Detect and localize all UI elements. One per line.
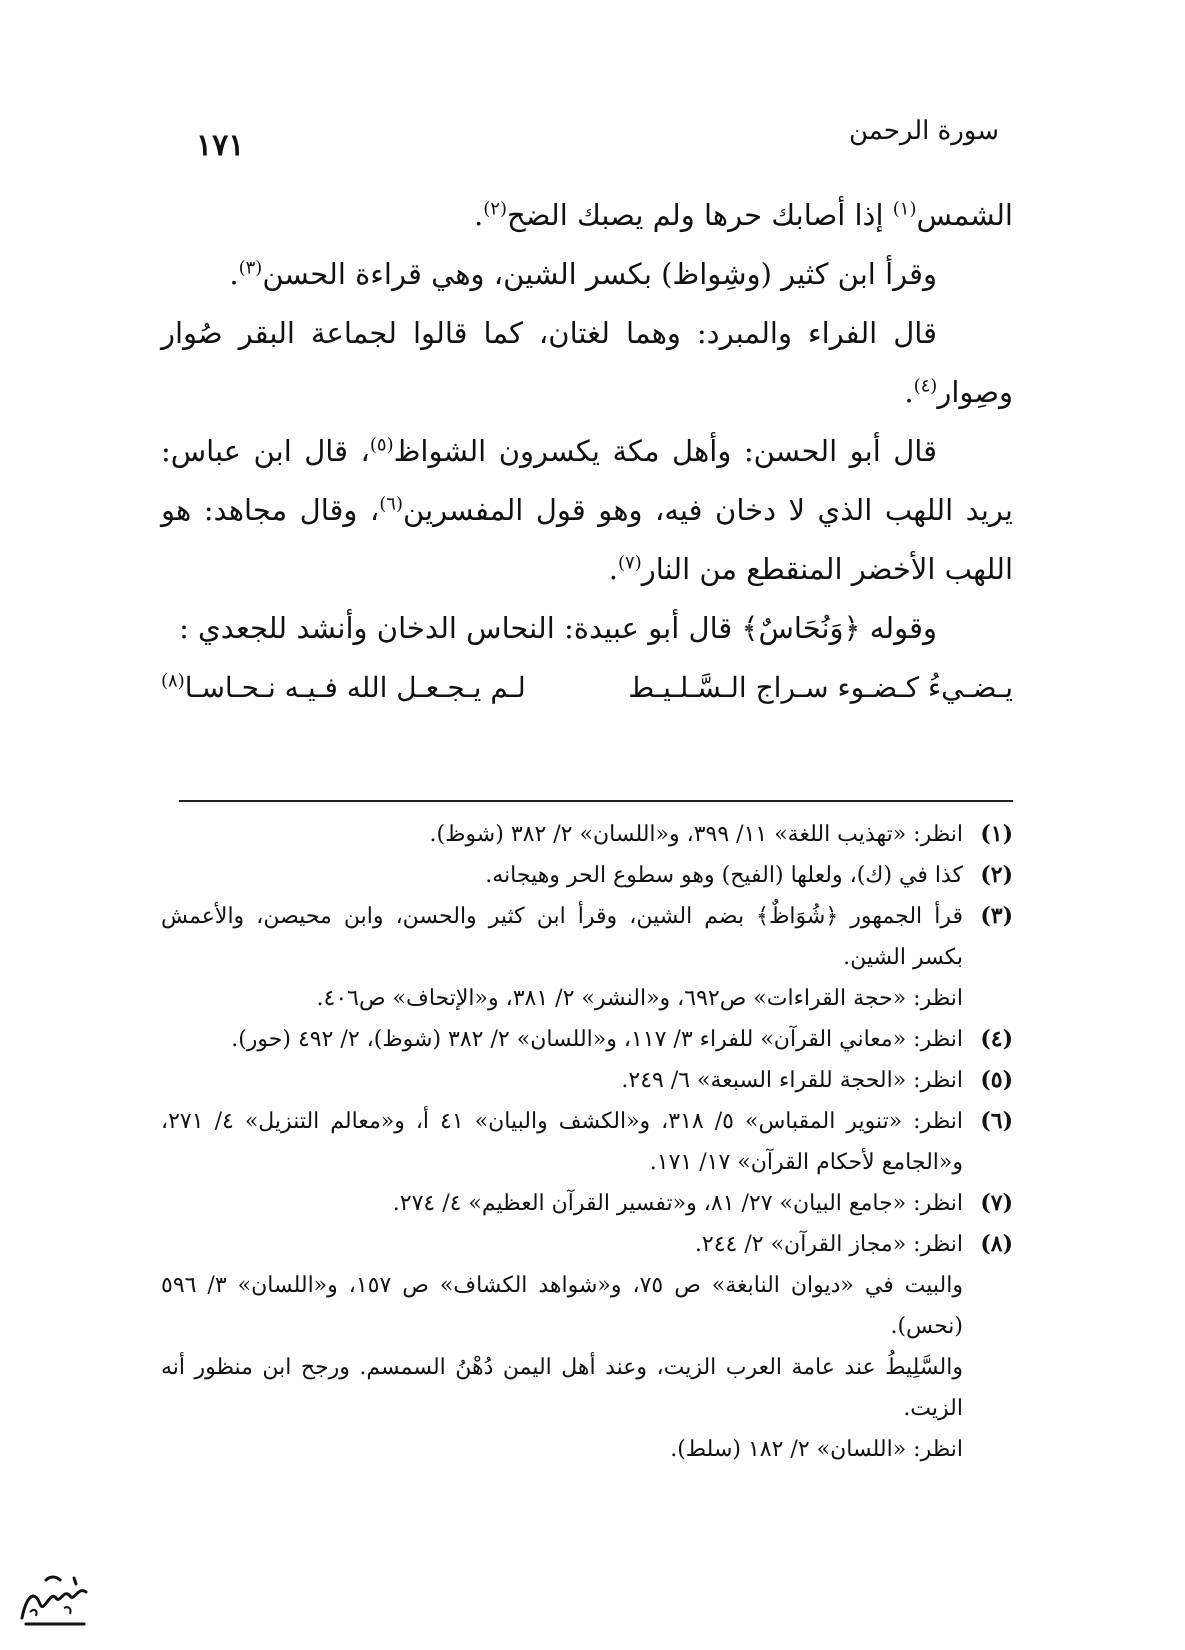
footnote-number: (٦) [980, 1108, 1013, 1134]
paragraph-4: قال أبو الحسن: وأهل مكة يكسرون الشواظ$^{(٥)}$، قال ابن عباس: يريد اللهب الذي لا دخان فيه، وهو قول المفسرين$^{(٦)}$، وقال مجاهد: هو اللهب الأخضر المنقطع من النار$^{(٧)}$. [161, 434, 1014, 586]
footnote-text: انظر: «معاني القرآن» للفراء ٣/ ١١٧، و«اللسان» ٢/ ٣٨٢ (شوظ)، ٢/ ٤٩٢ (حور). [231, 1027, 963, 1052]
footnote-8-continuation: والبيت في «ديوان النابغة» ص ٧٥، و«شواهد الكشاف» ص ١٥٧، و«اللسان» ٣/ ٥٩٦ (نحس). [161, 1273, 963, 1339]
footnote-8-continuation: والسَّلِيطُ عند عامة العرب الزيت، وعند أهل اليمن دُهْنُ السمسم. ورجح ابن منظور أنه الزيت. [161, 1355, 963, 1421]
footnote-7 [161, 1183, 1013, 1224]
verse-second-hemistich: لـم يـجـعـل الله فـيـه نـحـاسـا$^{(٨)}$ [161, 670, 526, 704]
footnote-ref[interactable]: (٧) [617, 552, 642, 574]
footnote-8 [161, 1224, 1013, 1265]
footnote-ref[interactable]: (١) [892, 198, 917, 220]
footnote-divider [179, 800, 1013, 802]
footnote-number: (٥) [980, 1067, 1013, 1093]
main-text [161, 186, 1013, 717]
paragraph-3: قال الفراء والمبرد: وهما لغتان، كما قالوا لجماعة البقر صُوار وصِوار$^{(٤)}$. [161, 316, 1013, 409]
footnote-ref[interactable]: (٢) [483, 198, 507, 220]
footnote-ref[interactable]: (٦) [379, 493, 403, 515]
footnote-text: قرأ الجمهور ﴿شُوَاظٌ﴾ بضم الشين، وقرأ ابن كثير والحسن، وابن محيصن، والأعمش بكسر الشين. [161, 904, 963, 970]
footnote-8-continuation: انظر: «اللسان» ٢/ ١٨٢ (سلط). [670, 1437, 963, 1462]
footnote-ref[interactable]: (٤) [913, 375, 938, 397]
footnote-text: انظر: «تنوير المقباس» ٥/ ٣١٨، و«الكشف والبيان» ٤١ أ، و«معالم التنزيل» ٤/ ٢٧١، و«الجامع لأحكام القرآن» ١٧/ ١٧١. [161, 1109, 963, 1175]
footnote-2 [161, 855, 1013, 896]
footnote-ref[interactable]: (٨) [161, 670, 185, 692]
footnote-text: انظر: «جامع البيان» ٢٧/ ٨١، و«تفسير القرآن العظيم» ٤/ ٢٧٤. [392, 1191, 963, 1216]
footnote-text: انظر: «تهذيب اللغة» ١١/ ٣٩٩، و«اللسان» ٢/ ٣٨٢ (شوظ). [429, 822, 963, 847]
footnote-number: (٨) [980, 1231, 1013, 1257]
footnote-4 [161, 1019, 1013, 1060]
paragraph-1: الشمس$^{(١)}$ إذا أصابك حرها ولم يصبك الضح$^{(٢)}$. [474, 198, 1013, 232]
footnote-3 [161, 896, 1013, 978]
footnote-ref[interactable]: (٥) [369, 434, 394, 456]
footnote-number: (٤) [980, 1026, 1013, 1052]
footnote-text: كذا في (ك)، ولعلها (الفيح) وهو سطوع الحر وهيجانه. [485, 863, 963, 888]
paragraph-5: وقوله ﴿وَنُحَاسٌ﴾ قال أبو عبيدة: النحاس الدخان وأنشد للجعدي : [179, 611, 937, 645]
footnote-6 [161, 1101, 1013, 1183]
footnote-ref[interactable]: (٣) [238, 257, 263, 279]
surah-title: سورة الرحمن [848, 116, 999, 146]
footnote-number: (٢) [980, 862, 1013, 888]
footnote-number: (٣) [980, 903, 1013, 929]
paragraph-2: وقرأ ابن كثير (وشِواظ) بكسر الشين، وهي قراءة الحسن$^{(٣)}$. [229, 257, 937, 291]
footnote-number: (١) [980, 821, 1013, 847]
footnote-text: انظر: «مجاز القرآن» ٢/ ٢٤٤. [694, 1232, 963, 1257]
footnote-5 [161, 1060, 1013, 1101]
footnote-3-continuation: انظر: «حجة القراءات» ص٦٩٢، و«النشر» ٢/ ٣٨١، و«الإتحاف» ص٤٠٦. [316, 986, 963, 1011]
footnote-1 [161, 814, 1013, 855]
verse-first-hemistich: يـضـيءُ كـضـوء سـراج الـسَّـلـيـط [628, 671, 1013, 704]
footnote-number: (٧) [980, 1190, 1013, 1216]
publisher-logo-icon [16, 1568, 94, 1632]
footnote-text: انظر: «الحجة للقراء السبعة» ٦/ ٢٤٩. [621, 1068, 963, 1093]
page-number: ١٧١ [196, 128, 245, 163]
poetry-verse [161, 658, 1013, 717]
footnotes [161, 814, 1013, 1470]
